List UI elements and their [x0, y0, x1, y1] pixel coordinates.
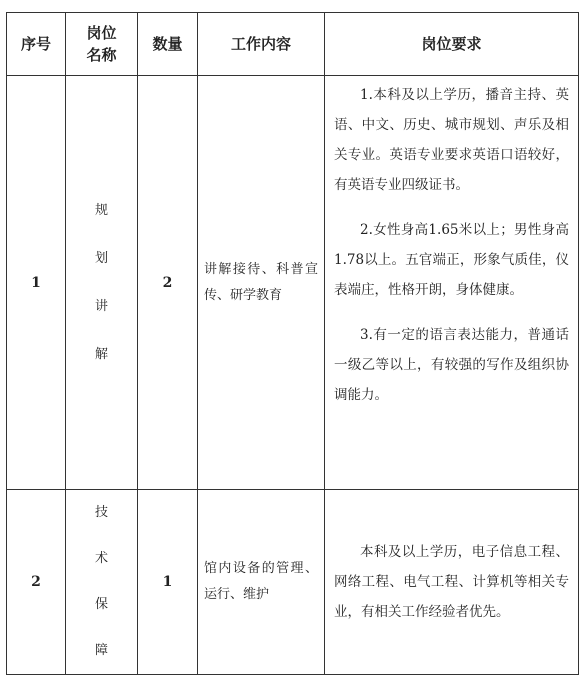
requirement-item: 3.有一定的语言表达能力，普通话一级乙等以上，有较强的写作及组织协调能力。: [334, 327, 569, 403]
row-seq: 1: [7, 76, 66, 490]
job-table: [6, 12, 579, 675]
post-char: 划: [94, 250, 108, 266]
row-post: [66, 490, 138, 675]
table-row: [7, 76, 579, 490]
row-post: [66, 76, 138, 490]
row-seq: 2: [7, 490, 66, 675]
header-seq: 序号: [7, 13, 66, 76]
row-count: 2: [138, 76, 198, 490]
row-requirements: [325, 76, 579, 490]
row-count: 1: [138, 490, 198, 675]
post-char: 讲: [94, 298, 108, 314]
row-content: 馆内设备的管理、运行、维护: [198, 490, 325, 675]
post-char: 障: [94, 643, 108, 658]
requirement-item: 本科及以上学历，电子信息工程、网络工程、电气工程、计算机等相关专业，有相关工作经验者优先。: [334, 544, 569, 620]
requirement-item: 2.女性身高1.65米以上；男性身高1.78以上。五官端正，形象气质佳，仪表端庄，性格开朗，身体健康。: [334, 222, 569, 298]
post-char: 保: [94, 597, 108, 612]
post-char: 规: [94, 202, 108, 218]
post-char: 解: [94, 346, 108, 362]
header-post: [66, 13, 138, 76]
header-post-line2: 名称: [86, 46, 117, 64]
table-row: [7, 490, 579, 675]
header-requirements: 岗位要求: [325, 13, 579, 76]
row-content: 讲解接待、科普宣传、研学教育: [198, 76, 325, 490]
header-row: [7, 13, 579, 76]
post-char: 技: [94, 505, 108, 520]
requirement-item: 1.本科及以上学历，播音主持、英语、中文、历史、城市规划、声乐及相关专业。英语专业要求英语口语较好，有英语专业四级证书。: [334, 87, 569, 193]
row-requirements: [325, 490, 579, 675]
header-post-line1: 岗位: [86, 24, 117, 42]
header-count: 数量: [138, 13, 198, 76]
post-char: 术: [94, 551, 108, 566]
header-content: 工作内容: [198, 13, 325, 76]
